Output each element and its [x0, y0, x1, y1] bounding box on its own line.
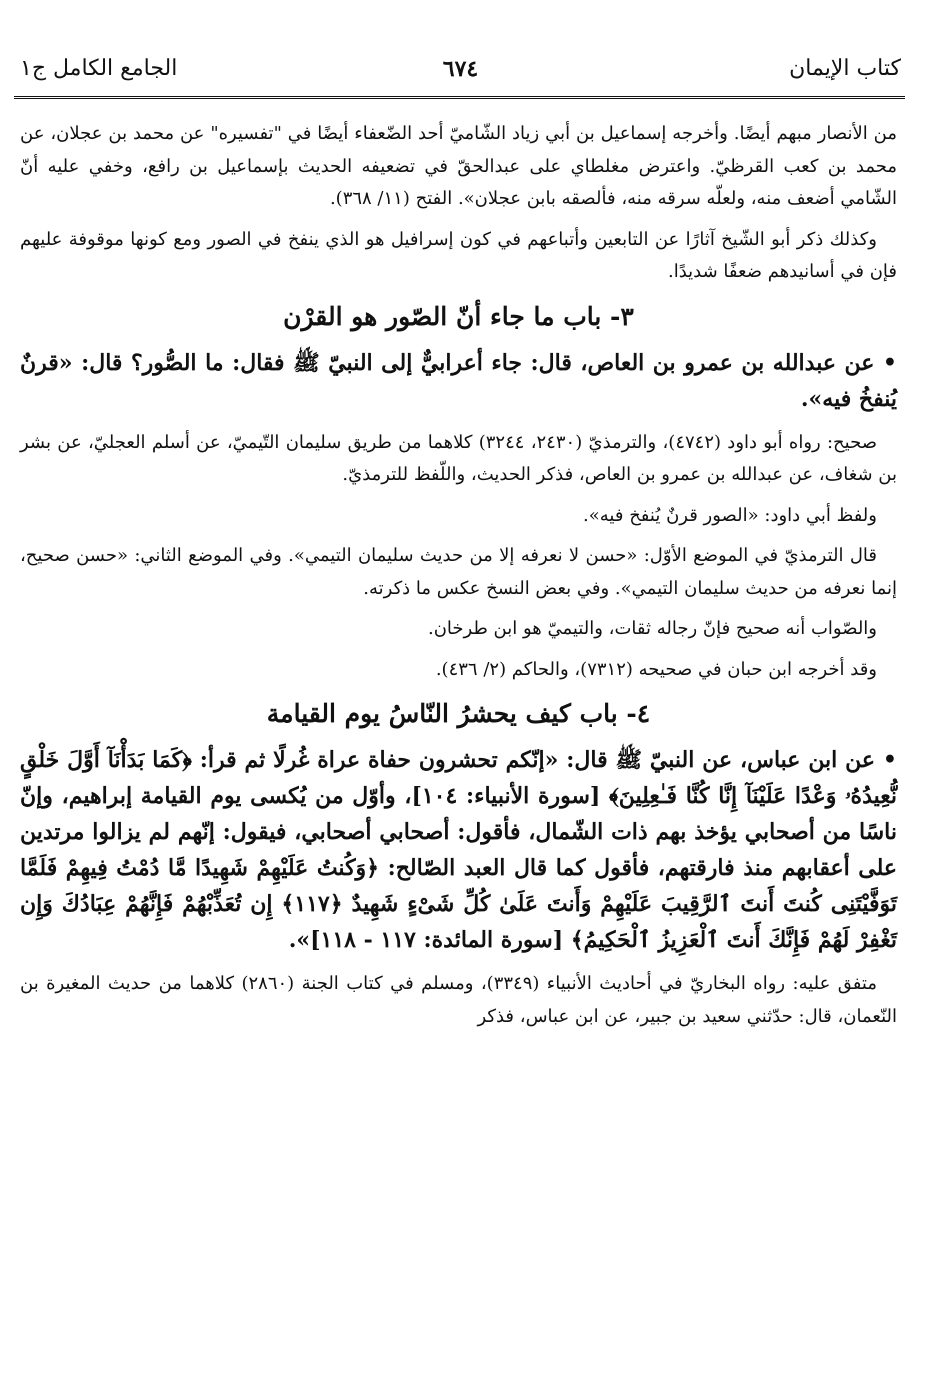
page-number: ٦٧٤: [442, 56, 479, 82]
hadith-text: • عن عبدالله بن عمرو بن العاص، قال: جاء أعرابيٌّ إلى النبيّ ﷺ فقال: ما الصُّور؟ قال: «قرنٌ يُنفخُ فيه».: [20, 349, 897, 412]
takhrij-paragraph: وقد أخرجه ابن حبان في صحيحه (٧٣١٢)، والحاكم (٢/ ٤٣٦).: [435, 658, 877, 680]
takhrij-paragraph: صحيح: رواه أبو داود (٤٧٤٢)، والترمذيّ (٢٤٣٠، ٣٢٤٤) كلاهما من طريق سليمان التّيميّ، عن أسلم العجليّ، عن بشر بن شغاف، عن عبدالله بن عمرو بن العاص، فذكر الحديث، واللّفظ للترمذيّ.: [20, 431, 897, 485]
takhrij-paragraph: ولفظ أبي داود: «الصور قرنٌ يُنفخ فيه».: [583, 504, 877, 526]
header-rule: [14, 96, 905, 99]
footnote-paragraph: وكذلك ذكر أبو الشّيخ آثارًا عن التابعين وأتباعهم في كون إسرافيل هو الذي ينفخ في الصور ومع كونها موقوفة عليهم فإن في أسانيدهم ضعفًا شديدًا.: [20, 228, 897, 282]
chapter-heading: ٣- باب ما جاء أنّ الصّور هو القرْن: [283, 301, 634, 331]
footnote-paragraph: من الأنصار مبهم أيضًا. وأخرجه إسماعيل بن أبي زياد الشّاميّ أحد الضّعفاء أيضًا في "تفسيره" عن محمد بن عجلان، عن محمد بن كعب القرظيّ. واعترض مغلطاي على عبدالحقّ في تضعيفه الحديث بإسماعيل بن رافع، وخفي عليه أنّ الشّامي أضعف منه، ولعلّه سرقه منه، فألصقه بابن عجلان». الفتح (١١/ ٣٦٨).: [20, 123, 897, 209]
takhrij-paragraph: والصّواب أنه صحيح فإنّ رجاله ثقات، والتيميّ هو ابن طرخان.: [427, 618, 877, 639]
page-body: [20, 118, 897, 1041]
takhrij-paragraph: قال الترمذيّ في الموضع الأوّل: «حسن لا نعرفه إلا من حديث سليمان التيمي». وفي الموضع الثاني: «حسن صحيح، إنما نعرفه من حديث سليمان التيمي». وفي بعض النسخ عكس ما ذكرته.: [20, 545, 897, 599]
takhrij-paragraph: متفق عليه: رواه البخاريّ في أحاديث الأنبياء (٣٣٤٩)، ومسلم في كتاب الجنة (٢٨٦٠) كلاهما من حديث المغيرة بن النّعمان، قال: حدّثني سعيد بن جبير، عن ابن عباس، فذكر: [20, 973, 897, 1027]
book-volume-title: الجامع الكامل ج١: [20, 56, 178, 81]
running-header: [20, 56, 901, 92]
book-section-title: كتاب الإيمان: [789, 56, 901, 81]
chapter-heading: ٤- باب كيف يحشرُ النّاسُ يوم القيامة: [266, 699, 651, 728]
hadith-text: • عن ابن عباس، عن النبيّ ﷺ قال: «إنّكم تحشرون حفاة عراة غُرلًا ثم قرأ: ﴿كَمَا بَدَأْنَآ أَوَّلَ خَلْقٍ نُّعِيدُهُۥ وَعْدًا عَلَيْنَآ إِنَّا كُنَّا فَـٰعِلِينَ﴾ [سورة الأنبياء: ١٠٤]، وأوّل من يُكسى يوم القيامة إبراهيم، وإنّ ناسًا من أصحابي يؤخذ بهم ذات الشّمال، فأقول: أصحابي أصحابي، فيقول: إنّهم لم يزالوا مرتدين على أعقابهم منذ فارقتهم، فأقول كما قال العبد الصّالح: ﴿وَكُنتُ عَلَيْهِمْ شَهِيدًا مَّا دُمْتُ فِيهِمْ فَلَمَّا تَوَفَّيْتَنِى كُنتَ أَنتَ ٱلرَّقِيبَ عَلَيْهِمْ وَأَنتَ عَلَىٰ كُلِّ شَىْءٍ شَهِيدٌ ﴿١١٧﴾ إِن تُعَذِّبْهُمْ فَإِنَّهُمْ عِبَادُكَ وَإِن تَغْفِرْ لَهُمْ فَإِنَّكَ أَنتَ ٱلْعَزِيزُ ٱلْحَكِيمُ﴾ [سورة المائدة: ١١٧ - ١١٨]».: [20, 747, 897, 953]
